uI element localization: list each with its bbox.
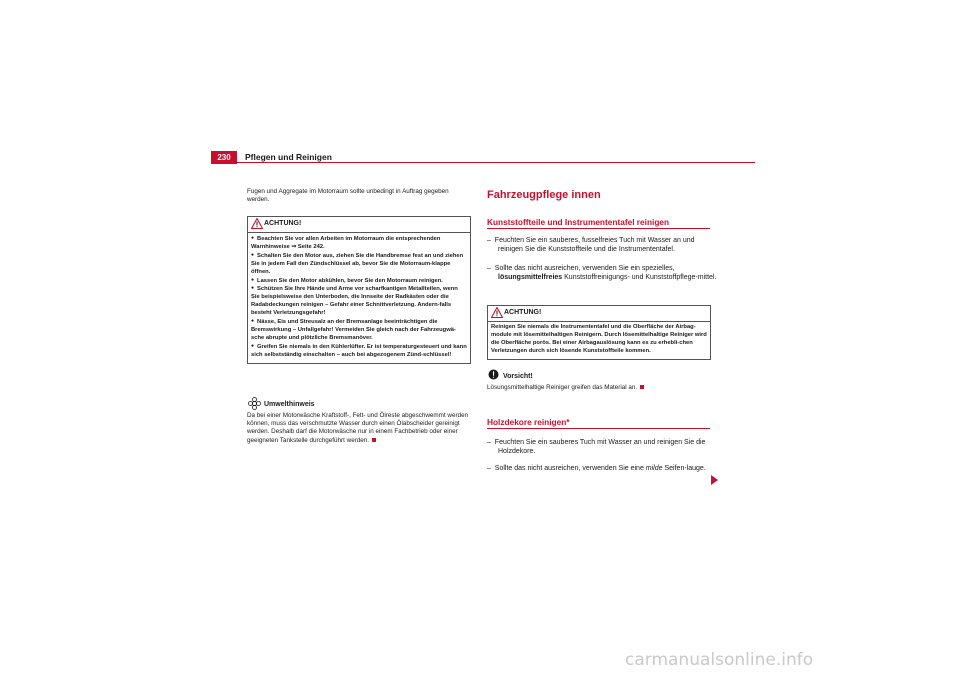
list-item bbox=[487, 464, 721, 473]
section-heading: Fahrzeugpflege innen bbox=[487, 189, 601, 201]
list-item bbox=[487, 236, 721, 255]
dash-marker: – bbox=[487, 439, 491, 446]
warning-icon bbox=[491, 307, 503, 318]
env-title: Umwelthinweis bbox=[264, 401, 315, 408]
end-marker bbox=[372, 438, 376, 442]
list-item-text: Sollte das nicht ausreichen, verwenden Sie eine bbox=[494, 465, 644, 472]
warning-box bbox=[247, 216, 471, 364]
list-item bbox=[487, 264, 721, 283]
page-ref-link[interactable]: Seite 242 bbox=[297, 243, 324, 250]
dash-marker: – bbox=[487, 465, 491, 472]
warning-item: ● Greifen Sie niemals in den Kühlerlüfter. Er ist temperaturgesteuert und kann sich selbstständig einschalten – auch bei abgezogenem Zünd-schlüssel! bbox=[251, 343, 467, 360]
warning-box-2 bbox=[487, 305, 711, 360]
header-title: Pflegen und Reinigen bbox=[245, 152, 332, 162]
warning-text: Reinigen Sie niemals die Instrumententafel und die Oberfläche der Airbag-module mit lösemittelhaltigen Reinigern. Durch lösemittelhaltige Reiniger wird die Oberfläche porös. Bei einer Airbagauslösung kann es zu erhebli-chen Verletzungen durch sich lösende Kunststoffteile kommen. bbox=[488, 321, 710, 359]
next-page-arrow-icon[interactable] bbox=[711, 475, 718, 485]
dash-marker: – bbox=[487, 265, 491, 272]
warning-item: ● Lassen Sie den Motor abkühlen, bevor Sie den Motorraum reinigen. bbox=[251, 277, 467, 286]
section1-rule bbox=[487, 228, 710, 229]
warning-title: ACHTUNG! bbox=[504, 309, 542, 316]
warning-item: ● Schalten Sie den Motor aus, ziehen Sie die Handbremse fest an und ziehen Sie in jedem Fall den Zündschlüssel ab, bevor Sie die Motorraum-klappe öffnen. bbox=[251, 252, 467, 277]
environment-icon bbox=[248, 397, 261, 410]
ref-after: . bbox=[323, 243, 325, 250]
list-item-text: Feuchten Sie ein sauberes, fusselfreies Tuch mit Wasser an und reinigen Sie die Kunststoffteile und die Instrumententafel. bbox=[494, 237, 695, 254]
warning-list bbox=[248, 232, 470, 363]
env-text bbox=[247, 412, 469, 445]
caution-icon bbox=[488, 369, 499, 380]
warning-item-text: Beachten Sie vor allen Arbeiten im Motorraum die entsprechenden Warnhinweise bbox=[251, 236, 441, 250]
caution-title: Vorsicht! bbox=[503, 373, 533, 380]
caution-text bbox=[487, 384, 710, 392]
caution-text-body: Lösungsmittelhaltige Reiniger greifen das Material an. bbox=[487, 384, 638, 391]
section2-title: Holzdekore reinigen* bbox=[487, 417, 570, 427]
page-number: 230 bbox=[211, 151, 237, 164]
header-rule bbox=[211, 162, 755, 163]
watermark: carmanualsonline.info bbox=[625, 650, 814, 670]
warning-item: ● Schützen Sie Ihre Hände und Arme vor scharfkantigen Metallteilen, wenn Sie beispielsweise den Unterboden, die Innseite der Radkästen oder die Radabdeckungen reinigen – Gefahr einer Schnittverletzung. Andern-falls besteht Verletzungsgefahr! bbox=[251, 285, 467, 318]
list-item-text: Kunststoffreinigungs- und Kunststoffpflege-mittel. bbox=[564, 274, 717, 282]
intro-text: Fugen und Aggregate im Motorraum sollte unbedingt in Auftrag gegeben werden. bbox=[247, 188, 449, 204]
bold-term: lösungsmittelfreies bbox=[498, 274, 563, 282]
warning-header bbox=[488, 306, 710, 321]
warning-item bbox=[251, 235, 467, 252]
list-item-text: Feuchten Sie ein sauberes Tuch mit Wasser an und reinigen Sie die Holzdekore. bbox=[494, 439, 706, 456]
section1-title: Kunststoffteile und Instrumententafel reinigen bbox=[487, 217, 670, 227]
list-item bbox=[487, 438, 721, 457]
list-item-text: Seifen-lauge. bbox=[664, 465, 706, 472]
warning-item: ● Nässe, Eis und Streusalz an der Bremsanlage beeinträchtigen die Bremswirkung – Unfallgefahr! Vermeiden Sie gleich nach der Fahrzeugwä-sche abrupte und plötzliche Bremsmanöver. bbox=[251, 318, 467, 343]
dash-marker: – bbox=[487, 237, 491, 244]
italic-term: milde bbox=[645, 465, 663, 472]
end-marker bbox=[640, 385, 644, 389]
ref-arrow: ⇒ bbox=[291, 243, 297, 250]
section2-rule bbox=[487, 428, 710, 429]
env-text-body: Da bei einer Motorwäsche Kraftstoff-, Fett- und Ölreste abgeschwemmt werden können, muss das verschmutzte Wasser durch einen Ölabscheider gereinigt werden. Deshalb darf die Motorwäsche nur in einem Fachbetrieb oder einer geeigneten Tankstelle durchgeführt werden. bbox=[247, 412, 469, 444]
list-item-text: Sollte das nicht ausreichen, verwenden Sie ein spezielles, bbox=[494, 265, 675, 272]
warning-icon bbox=[251, 218, 263, 229]
warning-header bbox=[248, 217, 470, 232]
warning-title: ACHTUNG! bbox=[264, 220, 302, 227]
